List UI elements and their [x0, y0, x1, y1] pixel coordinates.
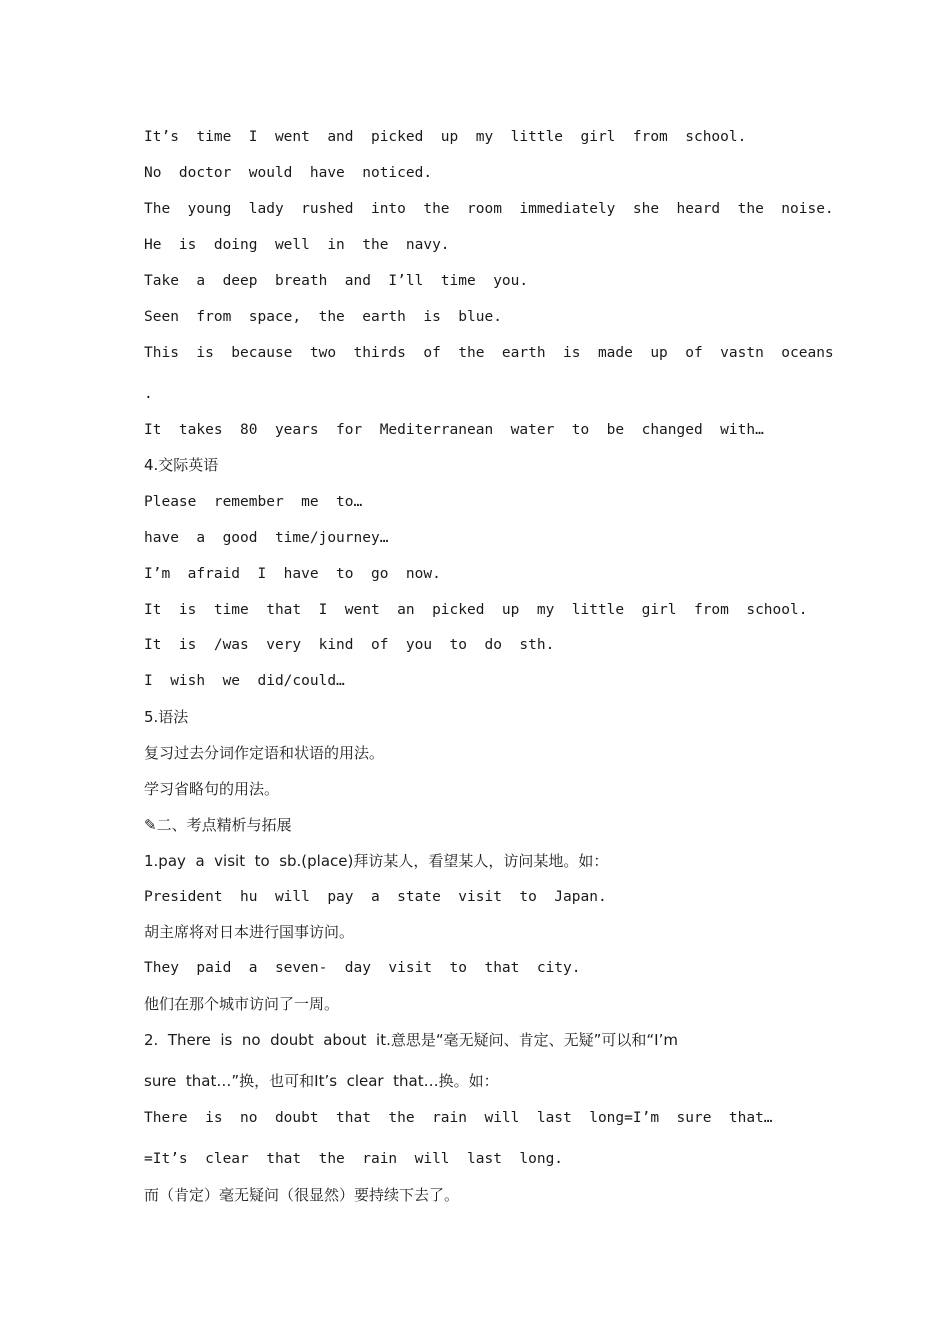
- text-line: Please remember me to…: [144, 494, 363, 510]
- text-line: 胡主席将对日本进行国事访问。: [144, 923, 355, 941]
- text-line: 2. There is no doubt about it.意思是“毫无疑问、肯定、无疑”可以和“I’m: [144, 1031, 678, 1049]
- text-line: I’m afraid I have to go now.: [144, 566, 441, 582]
- text-line: Take a deep breath and I’ll time you.: [144, 273, 529, 289]
- text-line: There is no doubt that the rain will last long=I’m sure that…: [144, 1110, 773, 1126]
- text-line: This is because two thirds of the earth is made up of vastn oceans: [144, 345, 834, 361]
- text-line: have a good time/journey…: [144, 530, 389, 546]
- text-line: Seen from space, the earth is blue.: [144, 309, 502, 325]
- text-line: 学习省略句的用法。: [144, 780, 280, 798]
- section-heading: ✎二、考点精析与拓展: [144, 816, 292, 834]
- text-line: 复习过去分词作定语和状语的用法。: [144, 744, 385, 762]
- section-heading: 5.语法: [144, 708, 189, 726]
- text-line: It takes 80 years for Mediterranean water to be changed with…: [144, 422, 764, 438]
- text-line: It’s time I went and picked up my little girl from school.: [144, 129, 747, 145]
- text-line: He is doing well in the navy.: [144, 237, 450, 253]
- text-line: They paid a seven- day visit to that city.: [144, 960, 581, 976]
- text-line: No doctor would have noticed.: [144, 165, 433, 181]
- text-line: sure that…”换，也可和It’s clear that…换。如：: [144, 1072, 499, 1090]
- text-line: 他们在那个城市访问了一周。: [144, 995, 340, 1013]
- text-line: I wish we did/could…: [144, 673, 345, 689]
- text-line: President hu will pay a state visit to Japan.: [144, 889, 607, 905]
- text-line: The young lady rushed into the room immediately she heard the noise.: [144, 201, 834, 217]
- text-line: It is time that I went an picked up my little girl from school.: [144, 602, 808, 618]
- text-line: .: [144, 386, 153, 402]
- section-heading: 4.交际英语: [144, 456, 219, 474]
- text-line: It is /was very kind of you to do sth.: [144, 637, 555, 653]
- text-line: 而（肯定）毫无疑问（很显然）要持续下去了。: [144, 1186, 460, 1204]
- text-line: =It’s clear that the rain will last long.: [144, 1151, 564, 1167]
- text-line: 1.pay a visit to sb.(place)拜访某人，看望某人，访问某地。如：: [144, 852, 609, 870]
